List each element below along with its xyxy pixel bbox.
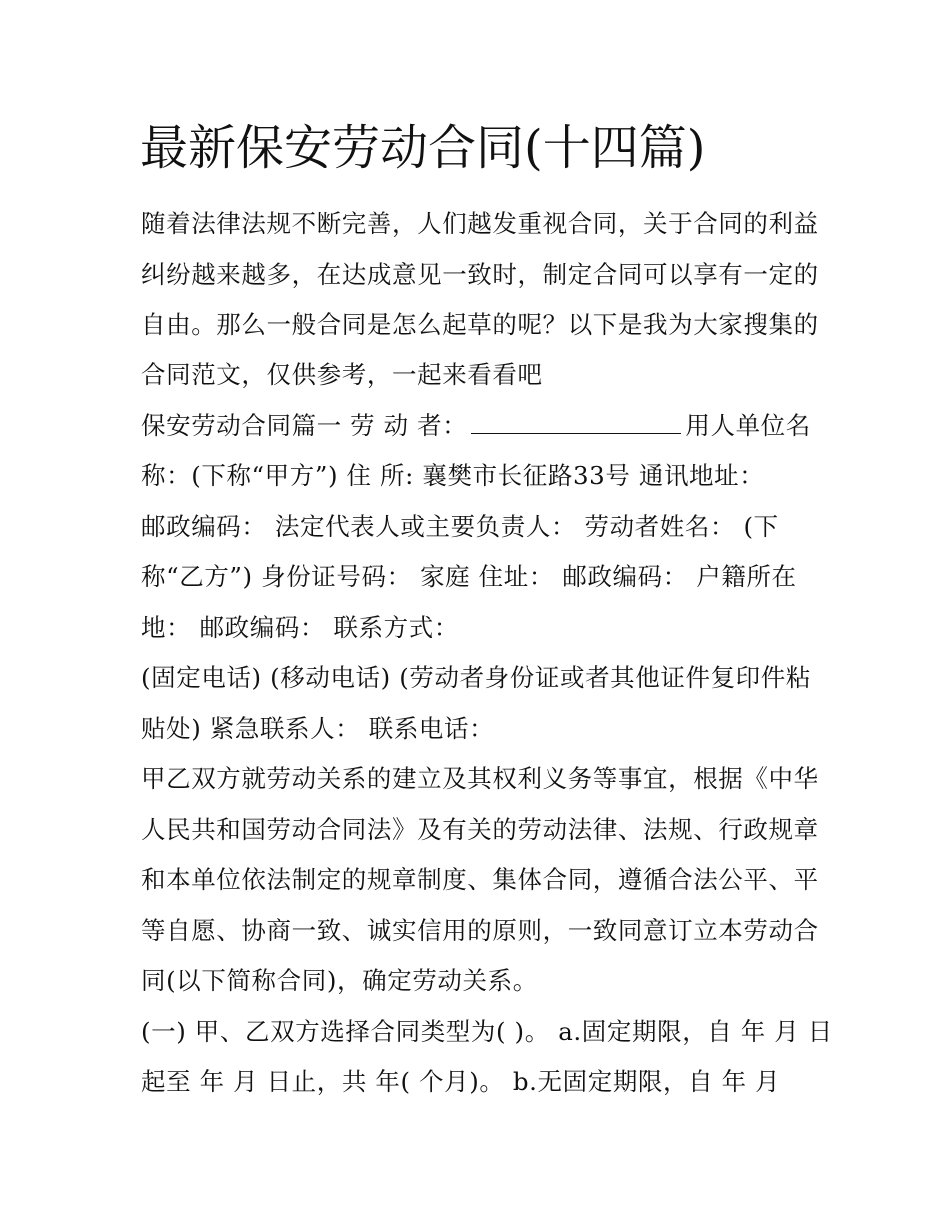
section1-heading-tail: 用人单位名: [685, 411, 811, 440]
body-line-8: 人民共和国劳动合同法》及有关的劳动法律、法规、行政规章: [141, 815, 819, 844]
body-line-4: 地： 邮政编码： 联系方式：: [141, 613, 459, 642]
document-title: 最新保安劳动合同(十四篇): [140, 120, 706, 176]
body-line-1: 称：(下称“甲方”) 住 所: 襄樊市长征路33号 通讯地址：: [141, 461, 765, 490]
body-line-3: 称“乙方”) 身份证号码： 家庭 住址： 邮政编码： 户籍所在: [141, 562, 797, 591]
section1-heading-line: [141, 406, 811, 446]
body-line-11: 同(以下简称合同)，确定劳动关系。: [141, 966, 538, 995]
body-line-9: 和本单位依法制定的规章制度、集体合同，遵循合法公平、平: [141, 865, 819, 894]
intro-line-1: 随着法律法规不断完善，人们越发重视合同，关于合同的利益: [141, 209, 819, 238]
body-line-7: 甲乙双方就劳动关系的建立及其权利义务等事宜，根据《中华: [141, 764, 819, 793]
intro-line-2: 纠纷越来越多，在达成意见一致时，制定合同可以享有一定的: [141, 260, 819, 289]
body-line-6: 贴处) 紧急联系人： 联系电话：: [141, 714, 495, 743]
body-line-10: 等自愿、协商一致、诚实信用的原则，一致同意订立本劳动合: [141, 916, 819, 945]
section1-heading-text: 保安劳动合同篇一 劳 动 者：: [141, 411, 468, 440]
body-line-13: 起至 年 月 日止，共 年( 个月)。 b.无固定期限，自 年 月: [141, 1067, 781, 1096]
body-line-12: (一) 甲、乙双方选择合同类型为( )。 a.固定期限，自 年 月 日: [141, 1017, 833, 1046]
intro-line-3: 自由。那么一般合同是怎么起草的呢？以下是我为大家搜集的: [141, 310, 819, 339]
body-line-5: (固定电话) (移动电话) (劳动者身份证或者其他证件复印件粘: [141, 663, 811, 692]
intro-line-4: 合同范文，仅供参考，一起来看看吧: [141, 360, 543, 389]
worker-name-blank: [471, 411, 681, 434]
body-line-2: 邮政编码： 法定代表人或主要负责人： 劳动者姓名： (下: [141, 512, 779, 541]
